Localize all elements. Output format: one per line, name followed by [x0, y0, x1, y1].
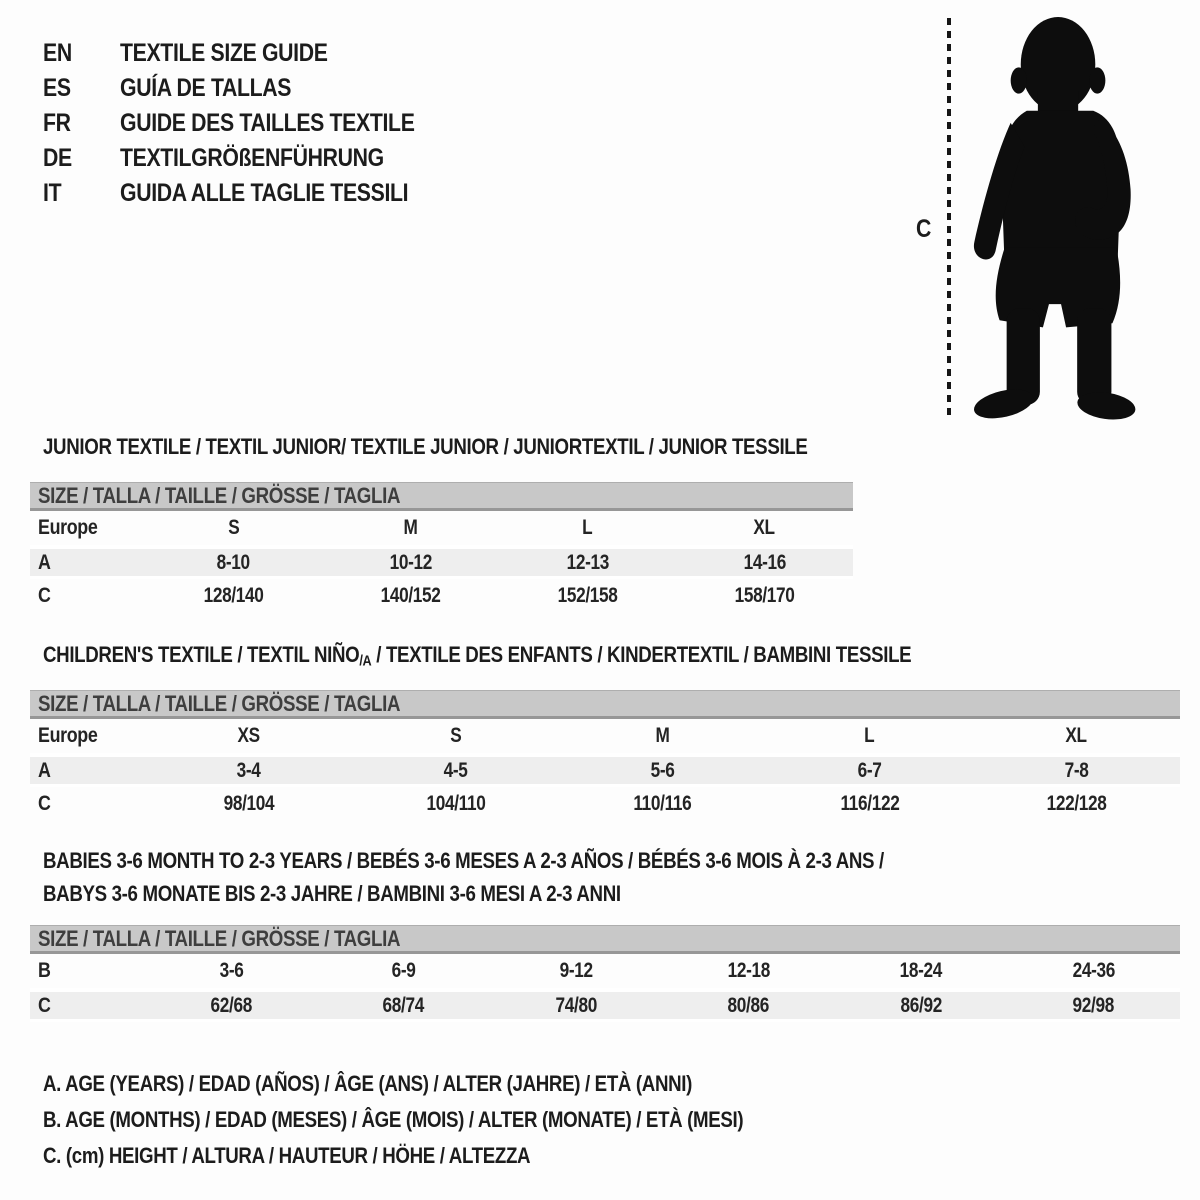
children-size-table	[30, 690, 1180, 821]
language-row-it	[43, 176, 467, 211]
footnote-b: B. AGE (MONTHS) / EDAD (MESES) / ÂGE (MOIS) / ALTER (MONATE) / ETÀ (MESI)	[43, 1107, 744, 1132]
language-row-es	[43, 71, 467, 106]
footnotes	[43, 1066, 867, 1174]
size-cell: S	[449, 724, 462, 747]
table-row-europe	[30, 719, 1180, 753]
language-title: TEXTILE SIZE GUIDE	[120, 39, 328, 67]
junior-size-table	[30, 482, 853, 613]
row-label: A	[38, 758, 51, 782]
age-cell: 3-4	[236, 758, 261, 782]
table-row-age	[30, 545, 853, 579]
table-row-height	[30, 579, 853, 613]
size-cell: XL	[1065, 724, 1088, 747]
height-cell: 98/104	[223, 792, 274, 815]
language-row-de	[43, 141, 467, 176]
language-code: ES	[43, 74, 71, 102]
language-row-fr	[43, 106, 467, 141]
babies-size-table	[30, 925, 1180, 1022]
height-cell: 140/152	[380, 584, 441, 607]
height-cell: 68/74	[383, 993, 425, 1017]
junior-section-title: JUNIOR TEXTILE / TEXTIL JUNIOR/ TEXTILE JUNIOR / JUNIORTEXTIL / JUNIOR TESSILE	[43, 434, 808, 459]
table-row-height	[30, 988, 1180, 1022]
row-label: B	[38, 959, 51, 982]
language-title: GUIDE DES TAILLES TEXTILE	[120, 109, 415, 137]
height-cell: 74/80	[555, 993, 597, 1017]
row-label: Europe	[38, 516, 98, 539]
size-cell: S	[227, 516, 240, 539]
height-measure-label: C	[916, 215, 932, 243]
row-label: C	[38, 993, 51, 1017]
size-cell: L	[864, 724, 875, 747]
age-cell: 8-10	[216, 550, 251, 574]
age-cell: 9-12	[559, 959, 593, 982]
height-cell: 122/128	[1046, 792, 1107, 815]
age-cell: 10-12	[389, 550, 432, 574]
size-cell: XS	[237, 724, 260, 747]
language-row-en	[43, 36, 467, 71]
language-code: DE	[43, 144, 72, 172]
nino-a-subscript: /A	[359, 652, 372, 670]
size-cell: M	[655, 724, 670, 747]
row-label: A	[38, 550, 51, 574]
language-code: IT	[43, 179, 62, 207]
size-cell: M	[403, 516, 418, 539]
junior-table-header: SIZE / TALLA / TAILLE / GRÖSSE / TAGLIA	[30, 482, 853, 511]
row-label: C	[38, 792, 51, 815]
age-cell: 12-18	[727, 959, 770, 982]
language-header	[43, 36, 467, 211]
toddler-silhouette-icon	[964, 12, 1146, 420]
age-cell: 14-16	[743, 550, 786, 574]
table-row-age	[30, 753, 1180, 787]
children-table-header: SIZE / TALLA / TAILLE / GRÖSSE / TAGLIA	[30, 690, 1180, 719]
age-cell: 4-5	[443, 758, 468, 782]
height-cell: 86/92	[900, 993, 942, 1017]
table-row-europe	[30, 511, 853, 545]
age-cell: 7-8	[1064, 758, 1089, 782]
height-cell: 62/68	[210, 993, 252, 1017]
height-figure	[900, 10, 1160, 425]
row-label: Europe	[38, 724, 98, 747]
language-code: FR	[43, 109, 71, 137]
height-cell: 152/158	[557, 584, 618, 607]
age-cell: 5-6	[650, 758, 675, 782]
age-cell: 24-36	[1072, 959, 1115, 982]
height-cell: 92/98	[1073, 993, 1115, 1017]
language-title: GUIDA ALLE TAGLIE TESSILI	[120, 179, 409, 207]
height-cell: 128/140	[203, 584, 264, 607]
height-measure-line	[947, 18, 951, 418]
age-cell: 6-7	[857, 758, 882, 782]
babies-section-title: BABIES 3-6 MONTH TO 2-3 YEARS / BEBÉS 3-6 MESES A 2-3 AÑOS / BÉBÉS 3-6 MOIS À 2-3 ANS / BABYS 3-6 MONATE BIS 2-3 JAHRE / BAMBINI 3-6 MESI A 2-3 ANNI	[43, 848, 884, 906]
table-row-height	[30, 787, 1180, 821]
age-cell: 6-9	[391, 959, 416, 982]
table-row-age-months	[30, 954, 1180, 988]
age-cell: 18-24	[900, 959, 943, 982]
babies-table-header: SIZE / TALLA / TAILLE / GRÖSSE / TAGLIA	[30, 925, 1180, 954]
children-section-title: CHILDREN'S TEXTILE / TEXTIL NIÑO/A / TEXTILE DES ENFANTS / KINDERTEXTIL / BAMBINI TESSILE	[43, 642, 912, 670]
height-cell: 116/122	[839, 792, 899, 815]
row-label: C	[38, 584, 51, 607]
height-cell: 110/116	[633, 792, 692, 815]
footnote-c: C. (cm) HEIGHT / ALTURA / HAUTEUR / HÖHE / ALTEZZA	[43, 1143, 531, 1168]
language-title: GUÍA DE TALLAS	[120, 74, 292, 102]
height-cell: 104/110	[425, 792, 485, 815]
age-cell: 3-6	[219, 959, 244, 982]
height-cell: 80/86	[728, 993, 770, 1017]
size-cell: L	[582, 516, 593, 539]
footnote-a: A. AGE (YEARS) / EDAD (AÑOS) / ÂGE (ANS) / ALTER (JAHRE) / ETÀ (ANNI)	[43, 1071, 693, 1096]
height-cell: 158/170	[734, 584, 795, 607]
language-code: EN	[43, 39, 72, 67]
language-title: TEXTILGRÖßENFÜHRUNG	[120, 144, 384, 172]
age-cell: 12-13	[566, 550, 609, 574]
size-cell: XL	[753, 516, 776, 539]
